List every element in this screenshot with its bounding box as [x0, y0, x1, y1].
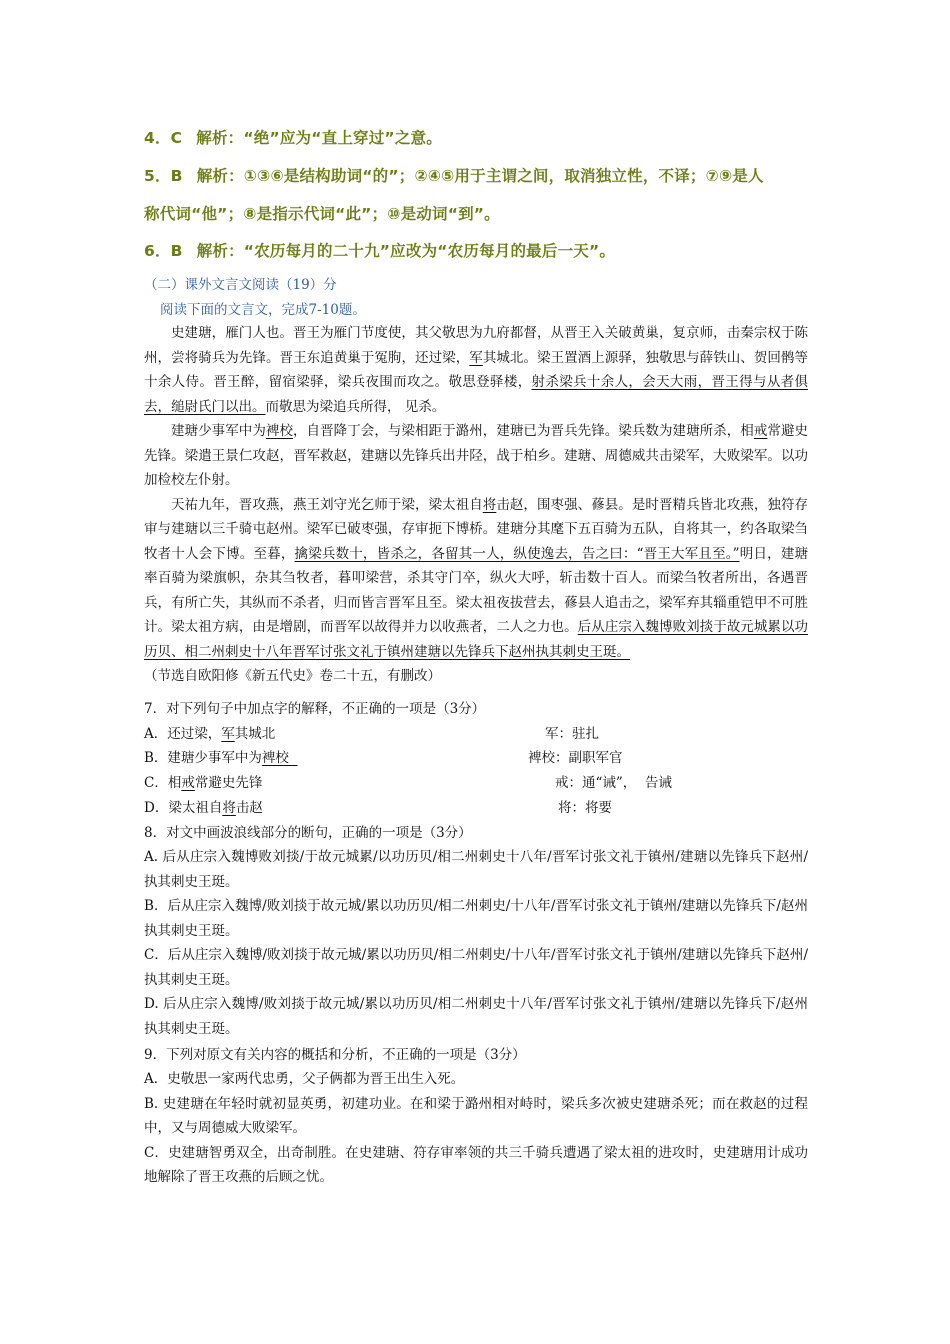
marked-word: 戒 — [753, 423, 768, 439]
question-7-stem: 7．对下列句子中加点字的解释，不正确的一项是（3分） — [144, 701, 486, 717]
answer-number: 4．C — [144, 129, 183, 147]
marked-word: 将 — [482, 496, 497, 513]
question-8-option-c: C．后从庄宗入魏博/败刘掞于故元城/累以功历贝/相二州刺史/十八年/晋军讨张文礼于镇州/建瑭以先锋兵下赵州/执其刺史王珽。 — [144, 947, 808, 988]
section-instruction: 阅读下面的文言文，完成7-10题。 — [160, 302, 366, 318]
answer-text: 解析：①③⑥是结构助词“的”；②④⑤用于主谓之间，取消独立性，不译；⑦⑨是人 — [196, 167, 764, 185]
question-7-option-d: D．梁太祖自将击赵 — [144, 800, 263, 816]
answer-number: 5．B — [144, 167, 183, 185]
answer-number: 6．B — [144, 242, 183, 260]
question-7-option-b: B．建瑭少事军中为裨校 — [144, 750, 298, 766]
question-9-option-c: C．史建瑭智勇双全，出奇制胜。在史建瑭、符存审率领的共三千骑兵遭遇了梁太祖的进攻时，史建瑭用计成功地解除了晋王攻燕的后顾之忧。 — [144, 1144, 808, 1185]
passage-paragraph-2: 建瑭少事军中为裨校，自晋降丁会，与梁相距于潞州，建瑭已为晋兵先锋。梁兵数为建瑭所杀，相戒常避史先锋。梁遣王景仁攻赵，晋军救赵，建瑭以先锋兵出井陉，战于柏乡。建瑭、周德威共击梁军，大败梁军。以功加检校左仆射。 — [144, 423, 809, 488]
question-8-options — [144, 845, 808, 1041]
passage-source: （节选自欧阳修《新五代史》卷二十五，有删改） — [144, 668, 441, 684]
question-8-stem: 8．对文中画波浪线部分的断句，正确的一项是（3分） — [144, 825, 472, 841]
question-7-gloss-c: 戒：通“诫”， 告诫 — [555, 775, 672, 791]
marked-word: 军 — [469, 349, 483, 366]
passage — [144, 321, 808, 689]
answer-text: 解析：“农历每月的二十九”应改为“农历每月的最后一天”。 — [196, 242, 616, 260]
question-8-option-a: A. 后从庄宗入魏博败刘掞/于故元城累/以功历贝/相二州刺史十八年/晋军讨张文礼于镇州/建瑭以先锋兵下赵州/执其刺史王珽。 — [144, 849, 808, 890]
answer-text: 解析：“绝”应为“直上穿过”之意。 — [196, 129, 442, 147]
question-9-option-b: B. 史建瑭在年轻时就初显英勇，初建功业。在和梁于潞州相对峙时，梁兵多次被史建瑭杀死；而在救赵的过程中，又与周德威大败梁军。 — [144, 1095, 808, 1136]
answer-5 — [144, 164, 764, 186]
passage-paragraph-3: 天祐九年，晋攻燕，燕王刘守光乞师于梁，梁太祖自将击赵，围枣强、蓚县。是时晋精兵皆北攻燕，独符存审与建瑭以三千骑屯赵州。梁军已破枣强，存审扼下博桥。建瑭分其麾下五百骑为五队，自将其一，约各取梁刍牧者十人会下博。至暮，擒梁兵数十，皆杀之，各留其一人，纵使逸去，告之曰：“晋王大军且至。”明日，建瑭率百骑为梁旗帜，杂其刍牧者，暮叩梁营，杀其守门卒，纵火大呼，斩击数十百人。而梁刍牧者所出，各遇晋兵，有所亡失，其纵而不杀者，归而皆言晋军且至。梁太祖夜拔营去，蓚县人追击之，梁军弃其辎重铠甲不可胜计。梁太祖方病，由是增剧，而晋军以故得并力以收燕者，二人之力也。后从庄宗入魏博败刘掞于故元城累以功历贝、相二州刺史十八年晋军讨张文礼于镇州建瑭以先锋兵下赵州执其刺史王珽。 — [144, 496, 809, 660]
answer-4 — [144, 126, 442, 148]
wavy-underlined-sentence: 后从庄宗入魏博败刘掞于故元城累以功历贝、相二州刺史十八年晋军讨张文礼于镇州建瑭以先锋兵下赵州执其刺史王珽。 — [144, 619, 809, 660]
underlined-sentence: 射杀梁兵十余人，会天大雨，晋王得与从者俱去，缒尉氏门以出。 — [144, 374, 808, 415]
question-9-stem: 9．下列对原文有关内容的概括和分析，不正确的一项是（3分） — [144, 1047, 526, 1063]
question-7-gloss-b: 裨校：副职军官 — [528, 750, 623, 766]
answer-6 — [144, 239, 615, 261]
question-7-option-c: C．相戒常避史先锋 — [144, 775, 263, 791]
question-8-option-d: D. 后从庄宗入魏博/败刘掞于故元城/累以功历贝/相二州刺史十八年/晋军讨张文礼于镇州/建瑭以先锋兵下/赵州执其刺史王珽。 — [144, 996, 808, 1037]
answer-text: 称代词“他”；⑧是指示代词“此”；⑩是动词“到”。 — [144, 205, 500, 223]
answer-5-continued — [144, 202, 500, 224]
question-7-option-a: A．还过梁，军其城北 — [144, 726, 276, 742]
section-title: （二）课外文言文阅读（19）分 — [144, 277, 337, 293]
question-9-option-a: A．史敬思一家两代忠勇，父子俩都为晋王出生入死。 — [144, 1071, 465, 1087]
passage-paragraph-1: 史建瑭，雁门人也。晋王为雁门节度使，其父敬思为九府都督，从晋王入关破黄巢，复京师，击秦宗权于陈州，尝将骑兵为先锋。晋王东追黄巢于冤朐，还过梁，军其城北。梁王置酒上源驿，独敬思与薛铁山、贺回鹘等十余人侍。晋王醉，留宿梁驿，梁兵夜围而攻之。敬思登驿楼，射杀梁兵十余人，会天大雨，晋王得与从者俱去，缒尉氏门以出。而敬思为梁追兵所得， 见杀。 — [144, 325, 809, 415]
question-7-gloss-d: 将：将要 — [558, 800, 612, 816]
underlined-sentence: 擒梁兵数十，皆杀之，各留其一人，纵使逸去，告之曰：“晋王大军且至。” — [294, 545, 740, 562]
question-9-options — [144, 1067, 808, 1190]
marked-word: 裨校 — [265, 423, 293, 439]
question-7-gloss-a: 军：驻扎 — [545, 726, 599, 742]
question-8-option-b: B．后从庄宗入魏博/败刘掞于故元城/累以功历贝/相二州刺史/十八年/晋军讨张文礼于镇州/建瑭以先锋兵下/赵州执其刺史王珽。 — [144, 898, 808, 939]
